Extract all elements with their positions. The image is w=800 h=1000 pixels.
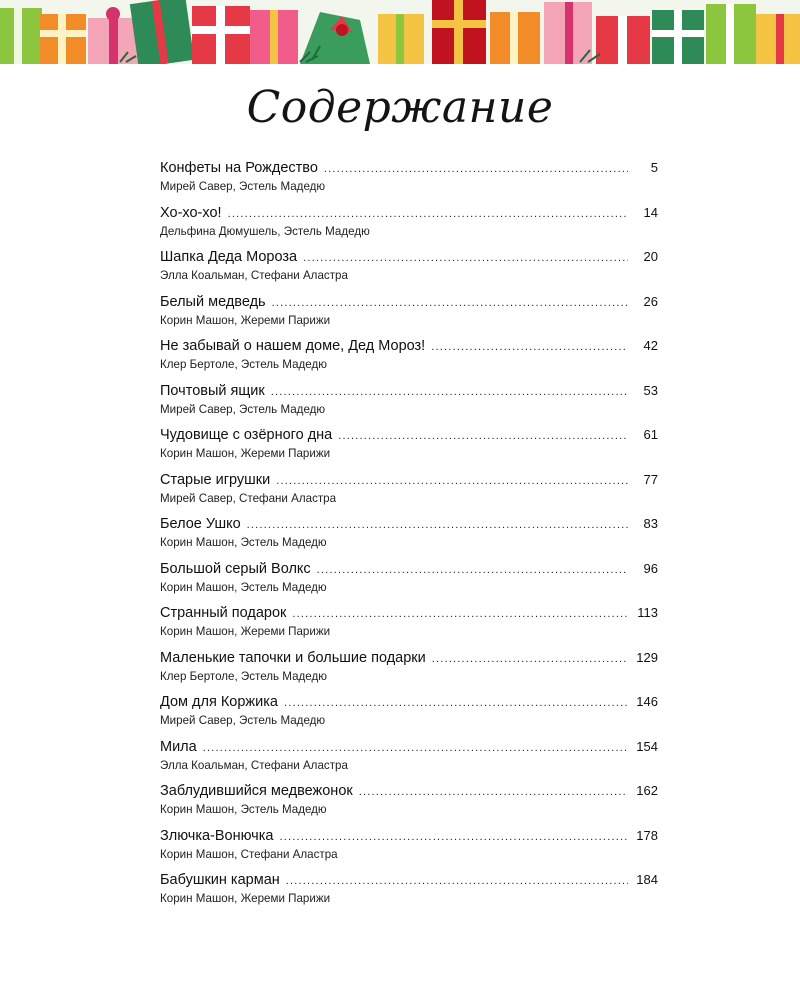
toc-entry-authors: Корин Машон, Жереми Парижи — [160, 447, 331, 460]
dot-leader — [228, 204, 628, 224]
toc-entry-authors: Элла Коальман, Стефани Аластра — [160, 758, 348, 772]
toc-entry-page-number: 26 — [643, 293, 658, 309]
toc-entry-line — [160, 514, 658, 535]
toc-entry-title: Большой серый Волкс — [160, 560, 311, 577]
toc-entry-line — [160, 648, 658, 669]
toc-entry-page-number: 146 — [636, 694, 658, 709]
toc-entry-page-number: 162 — [636, 783, 658, 798]
toc-entry-line — [160, 870, 658, 891]
dot-leader — [286, 871, 628, 891]
page-title: Содержание — [246, 82, 554, 133]
gift-box-14 — [706, 4, 756, 64]
toc-entry[interactable] — [160, 336, 658, 381]
toc-entry-authors: Корин Машон, Стефани Аластра — [160, 847, 338, 861]
dot-leader — [272, 293, 628, 313]
toc-entry-page-number: 113 — [637, 605, 658, 620]
toc-entry-page-number: 20 — [643, 249, 658, 264]
toc-entry-title: Не забывай о нашем доме, Дед Мороз! — [160, 338, 426, 354]
toc-entry[interactable] — [160, 781, 658, 826]
toc-entry-line — [160, 603, 658, 624]
dot-leader — [431, 337, 628, 357]
toc-entry-line — [160, 826, 658, 847]
toc-entry-title: Странный подарок — [160, 605, 287, 621]
gift-box-4 — [130, 0, 194, 64]
toc-entry-page-number: 42 — [643, 338, 658, 353]
dot-leader — [359, 782, 628, 802]
dot-leader — [284, 693, 628, 713]
toc-entry-page-number: 61 — [643, 427, 658, 442]
dot-leader — [276, 471, 628, 491]
toc-entry-page-number: 178 — [636, 827, 658, 843]
toc-entry[interactable] — [160, 692, 658, 737]
toc-entry[interactable] — [160, 247, 658, 292]
toc-entry[interactable] — [160, 158, 658, 203]
toc-entry-authors: Мирей Савер, Эстель Мадедю — [160, 402, 326, 416]
toc-entry-page-number: 83 — [643, 516, 658, 531]
toc-entry[interactable] — [160, 292, 658, 337]
toc-entry-page-number: 5 — [650, 160, 658, 175]
toc-entry[interactable] — [160, 559, 658, 604]
gift-box-10 — [490, 12, 540, 64]
toc-entry-title: Конфеты на Рождество — [160, 160, 318, 176]
toc-entry-line — [160, 737, 658, 758]
toc-entry[interactable] — [160, 514, 658, 559]
gift-box-12 — [596, 16, 650, 64]
toc-entry-title: Хо-хо-хо! — [160, 204, 222, 221]
toc-entry-line — [160, 692, 658, 713]
gift-box-9 — [432, 0, 486, 64]
dot-leader — [279, 827, 628, 847]
dot-leader — [203, 738, 628, 758]
dot-leader — [432, 649, 628, 669]
dot-leader — [247, 515, 628, 535]
toc-entry-title: Шапка Деда Мороза — [160, 249, 298, 265]
toc-entry-line — [160, 203, 658, 224]
gift-box-6 — [250, 10, 298, 64]
toc-entry-authors: Мирей Савер, Стефани Аластра — [160, 491, 337, 505]
toc-entry-line — [160, 158, 658, 179]
toc-entry[interactable] — [160, 425, 658, 470]
toc-entry-title: Чудовище с озёрного дна — [160, 427, 333, 443]
toc-entry-page-number: 77 — [643, 471, 658, 487]
toc-entry-page-number: 154 — [636, 738, 658, 754]
dot-leader — [338, 426, 628, 446]
toc-entry-line — [160, 781, 658, 802]
toc-entry[interactable] — [160, 870, 658, 915]
toc-entry-page-number: 53 — [643, 382, 658, 398]
toc-entry-authors: Корин Машон, Эстель Мадедю — [160, 803, 327, 816]
gift-box-13 — [652, 10, 704, 64]
table-of-contents — [160, 158, 658, 915]
gift-box-2 — [40, 14, 86, 64]
gift-box-5 — [192, 6, 250, 64]
toc-entry-authors: Дельфина Дюмушель, Эстель Мадедю — [160, 224, 370, 238]
gift-box-1 — [0, 8, 42, 64]
toc-entry-authors: Корин Машон, Эстель Мадедю — [160, 536, 327, 549]
toc-entry-page-number: 14 — [643, 204, 658, 220]
toc-entry-title: Мила — [160, 738, 197, 755]
dot-leader — [324, 159, 628, 179]
toc-entry-authors: Клер Бертоле, Эстель Мадедю — [160, 358, 327, 371]
toc-entry-line — [160, 381, 658, 402]
toc-entry-title: Бабушкин карман — [160, 872, 280, 888]
toc-entry-authors: Корин Машон, Эстель Мадедю — [160, 580, 327, 594]
gift-boxes-illustration — [0, 0, 800, 64]
dot-leader — [303, 248, 628, 268]
toc-entry[interactable] — [160, 737, 658, 782]
toc-entry-line — [160, 559, 658, 580]
toc-entry-title: Почтовый ящик — [160, 382, 265, 399]
toc-entry-authors: Корин Машон, Жереми Парижи — [160, 313, 331, 327]
gift-banner — [0, 0, 800, 64]
toc-entry-line — [160, 336, 658, 357]
toc-entry-line — [160, 470, 658, 491]
toc-entry[interactable] — [160, 381, 658, 426]
toc-entry[interactable] — [160, 826, 658, 871]
dot-leader — [317, 560, 628, 580]
dot-leader — [292, 604, 628, 624]
toc-entry-page-number: 184 — [636, 872, 658, 887]
toc-entry-title: Белый медведь — [160, 293, 266, 310]
toc-entry-authors: Мирей Савер, Эстель Мадедю — [160, 180, 326, 193]
toc-entry[interactable] — [160, 648, 658, 693]
toc-entry-line — [160, 247, 658, 268]
toc-entry[interactable] — [160, 203, 658, 248]
toc-entry-title: Маленькие тапочки и большие подарки — [160, 649, 426, 666]
toc-entry[interactable] — [160, 470, 658, 515]
toc-entry-title: Злючка-Вонючка — [160, 827, 274, 844]
toc-entry-title: Заблудившийся медвежонок — [160, 783, 353, 799]
toc-entry-page-number: 96 — [643, 560, 658, 576]
gift-box-15 — [756, 14, 800, 64]
toc-entry[interactable] — [160, 603, 658, 648]
toc-entry-line — [160, 425, 658, 446]
toc-entry-authors: Корин Машон, Жереми Парижи — [160, 625, 331, 638]
toc-entry-authors: Клер Бертоле, Эстель Мадедю — [160, 669, 327, 683]
toc-entry-title: Белое Ушко — [160, 516, 241, 532]
toc-entry-title: Дом для Коржика — [160, 694, 278, 710]
toc-entry-title: Старые игрушки — [160, 471, 271, 488]
toc-entry-authors: Элла Коальман, Стефани Аластра — [160, 269, 348, 282]
toc-entry-page-number: 129 — [636, 649, 658, 665]
toc-entry-authors: Корин Машон, Жереми Парижи — [160, 892, 331, 905]
toc-entry-authors: Мирей Савер, Эстель Мадедю — [160, 714, 326, 727]
dot-leader — [271, 382, 628, 402]
gift-box-8 — [378, 14, 424, 64]
toc-entry-line — [160, 292, 658, 313]
